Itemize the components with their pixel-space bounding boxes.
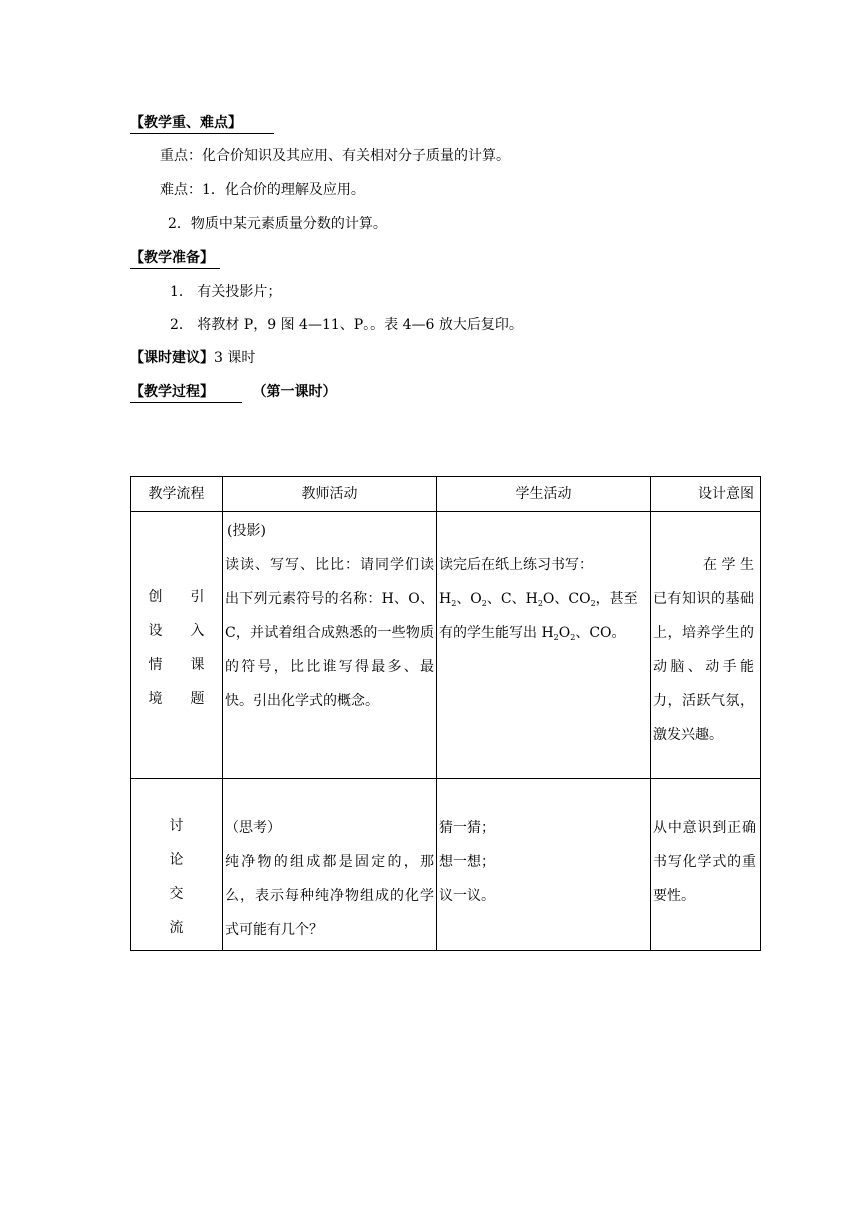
teacher-activity-line: (投影) [227,523,266,539]
process-session: （第一课时） [252,384,337,400]
prep-heading: 【教学准备】 [130,248,220,269]
prep-item-2: 2． 将教材 P，9 图 4—11、P。。表 4—6 放大后复印。 [170,317,523,333]
student-activity-line: 想一想； [439,854,495,870]
table-row [131,512,761,779]
stage-cell [131,512,223,779]
header-teacher: 教师活动 [223,477,437,512]
design-intent-text: 在学生已有知识的基础上，培养学生的动脑、动手能力，活跃气氛，激发兴趣。 [653,557,754,743]
teacher-activity-text: 纯净物的组成都是固定的，那么，表示每种纯净物组成的化学式可能有几个？ [225,854,434,938]
student-activity-cell [437,779,651,951]
teacher-activity-line: （思考） [225,820,281,836]
student-activity-cell [437,512,651,779]
stage-label: 讨 论 交 流 [169,818,184,936]
teacher-activity-text: 读读、写写、比比：请同学们读出下列元素符号的名称：H、O、C，并试着组合成熟悉的一些物质的符号，比比谁写得最多、最快。引出化学式的概念。 [225,557,434,709]
design-intent-cell [651,779,761,951]
focus-heading: 【教学重、难点】 [130,113,274,134]
table-header-row [131,477,761,512]
teacher-activity-cell [223,779,437,951]
teacher-activity-cell [223,512,437,779]
stage-label: 创 设 情 境 引 入 课 题 [148,589,205,707]
student-activity-line: 议一议。 [439,888,495,904]
table-row [131,779,761,951]
process-line [130,382,336,403]
focus-point: 重点：化合价知识及其应用、有关相对分子质量的计算。 [160,148,510,164]
hours-value: 3 课时 [214,350,256,366]
header-student: 学生活动 [437,477,651,512]
process-heading: 【教学过程】 [130,382,242,403]
hours-line [130,348,255,368]
difficulty-2: 2．物质中某元素质量分数的计算。 [168,216,387,232]
design-intent-text: 从中意识到正确书写化学式的重要性。 [653,820,756,904]
header-intent: 设计意图 [651,477,761,512]
difficulty-1: 难点：1．化合价的理解及应用。 [160,182,365,198]
lesson-table [130,476,761,951]
student-activity-formulas: $H_2$、$O_2$、C、$H_2O$、$CO_2$，甚至有的学生能写出 $H_2O_2$、CO。 [439,591,638,642]
stage-cell [131,779,223,951]
header-flow: 教学流程 [131,477,223,512]
student-activity-intro: 读完后在纸上练习书写： [439,557,593,573]
prep-heading-line [130,248,220,269]
student-activity-line: 猜一猜； [439,820,495,836]
design-intent-cell [651,512,761,779]
focus-heading-line [130,113,274,134]
prep-item-1: 1． 有关投影片； [170,284,282,300]
hours-heading: 【课时建议】 [130,350,214,366]
